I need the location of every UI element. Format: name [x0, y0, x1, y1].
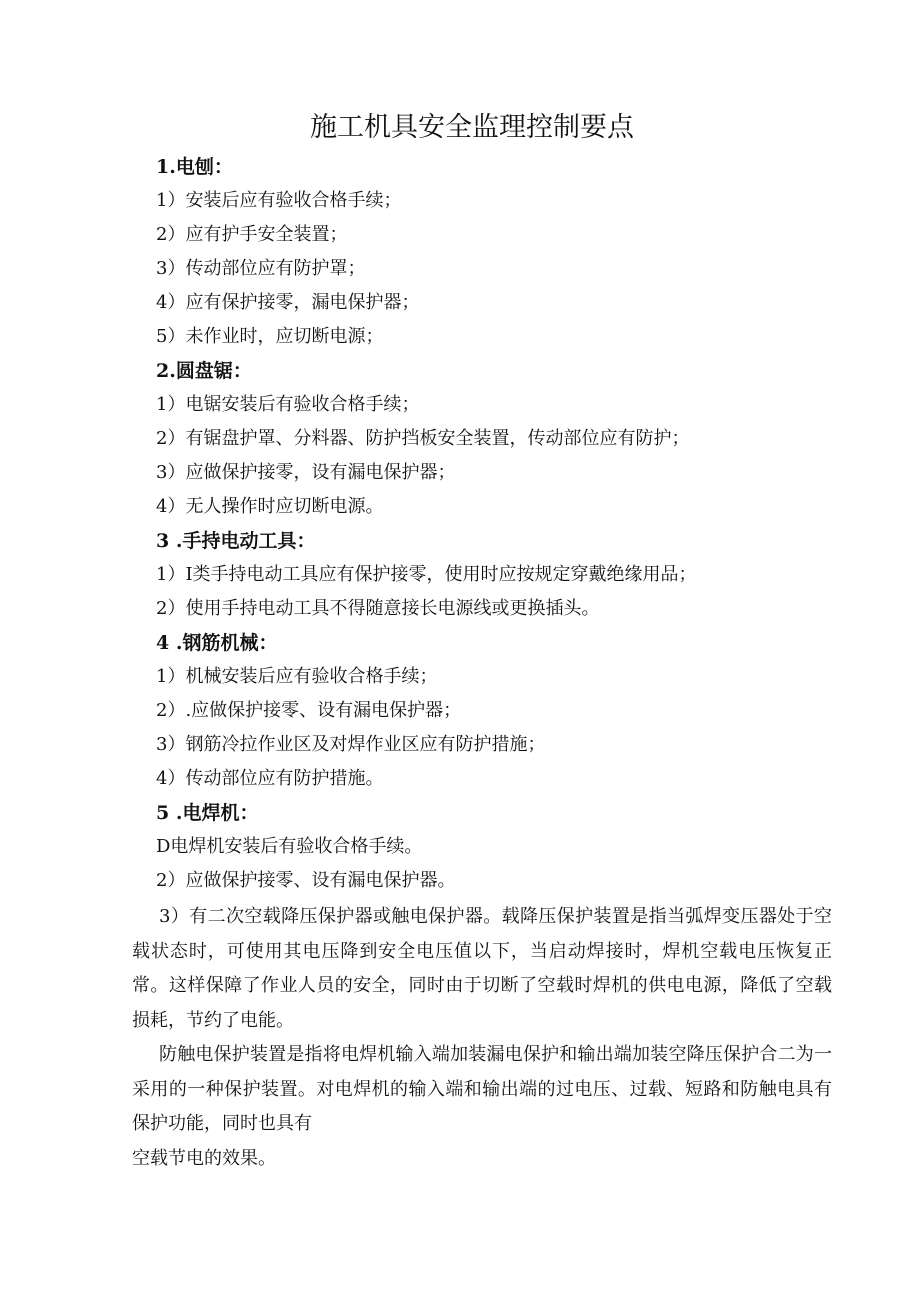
section-heading: 1.电刨：	[156, 156, 233, 178]
section-power-tools	[132, 524, 832, 626]
section-heading: 2.圆盘锯：	[156, 360, 252, 382]
list-item: 4）传动部位应有防护措施。	[156, 768, 384, 789]
body-paragraph	[132, 900, 832, 1038]
list-item: D电焊机安装后有验收合格手续。	[156, 836, 423, 857]
section-heading: 5 .电焊机：	[156, 802, 259, 824]
document-title: 施工机具安全监理控制要点	[310, 112, 634, 143]
list-item: 2）应做保护接零、设有漏电保护器。	[156, 870, 456, 891]
list-item: 2）应有护手安全装置；	[156, 224, 348, 245]
paragraph-text: 防触电保护装置是指将电焊机输入端加装漏电保护和输出端加装空降压保护合二为一采用的一种保护装置。对电焊机的输入端和输出端的过电压、过载、短路和防触电具有保护功能，同时也具有	[132, 1044, 832, 1134]
list-item: 4）应有保护接零，漏电保护器；	[156, 292, 420, 313]
list-item: 3）应做保护接零，设有漏电保护器；	[156, 462, 456, 483]
list-item: 1）电锯安装后有验收合格手续；	[156, 394, 420, 415]
body-paragraph	[132, 1038, 832, 1176]
list-item: 1）I类手持电动工具应有保护接零，使用时应按规定穿戴绝缘用品；	[156, 564, 697, 585]
document-body	[132, 150, 832, 1176]
section-heading: 4 .钢筋机械：	[156, 632, 278, 654]
list-item: 1）机械安装后应有验收合格手续；	[156, 666, 438, 687]
list-item: 5）未作业时，应切断电源；	[156, 326, 384, 347]
section-planer	[132, 150, 832, 354]
paragraph-tail: 空载节电的效果。	[132, 1147, 276, 1169]
section-welder	[132, 796, 832, 898]
list-item: 2）使用手持电动工具不得随意接长电源线或更换插头。	[156, 598, 600, 619]
section-circular-saw	[132, 354, 832, 524]
list-item: 1）安装后应有验收合格手续；	[156, 190, 402, 211]
paragraph-text: 3）有二次空载降压保护器或触电保护器。载降压保护装置是指当弧焊变压器处于空载状态时，可使用其电压降到安全电压值以下，当启动焊接时，焊机空载电压恢复正常。这样保障了作业人员的安全，同时由于切断了空载时焊机的供电电源，降低了空载损耗，节约了电能。	[132, 906, 832, 1031]
list-item: 4）无人操作时应切断电源。	[156, 496, 384, 517]
section-heading: 3 .手持电动工具：	[156, 530, 316, 552]
list-item: 3）传动部位应有防护罩；	[156, 258, 366, 279]
list-item: 2）.应做保护接零、设有漏电保护器；	[156, 700, 462, 721]
section-rebar-machinery	[132, 626, 832, 796]
list-item: 3）钢筋冷拉作业区及对焊作业区应有防护措施；	[156, 734, 546, 755]
list-item: 2）有锯盘护罩、分料器、防护挡板安全装置，传动部位应有防护；	[156, 428, 690, 449]
